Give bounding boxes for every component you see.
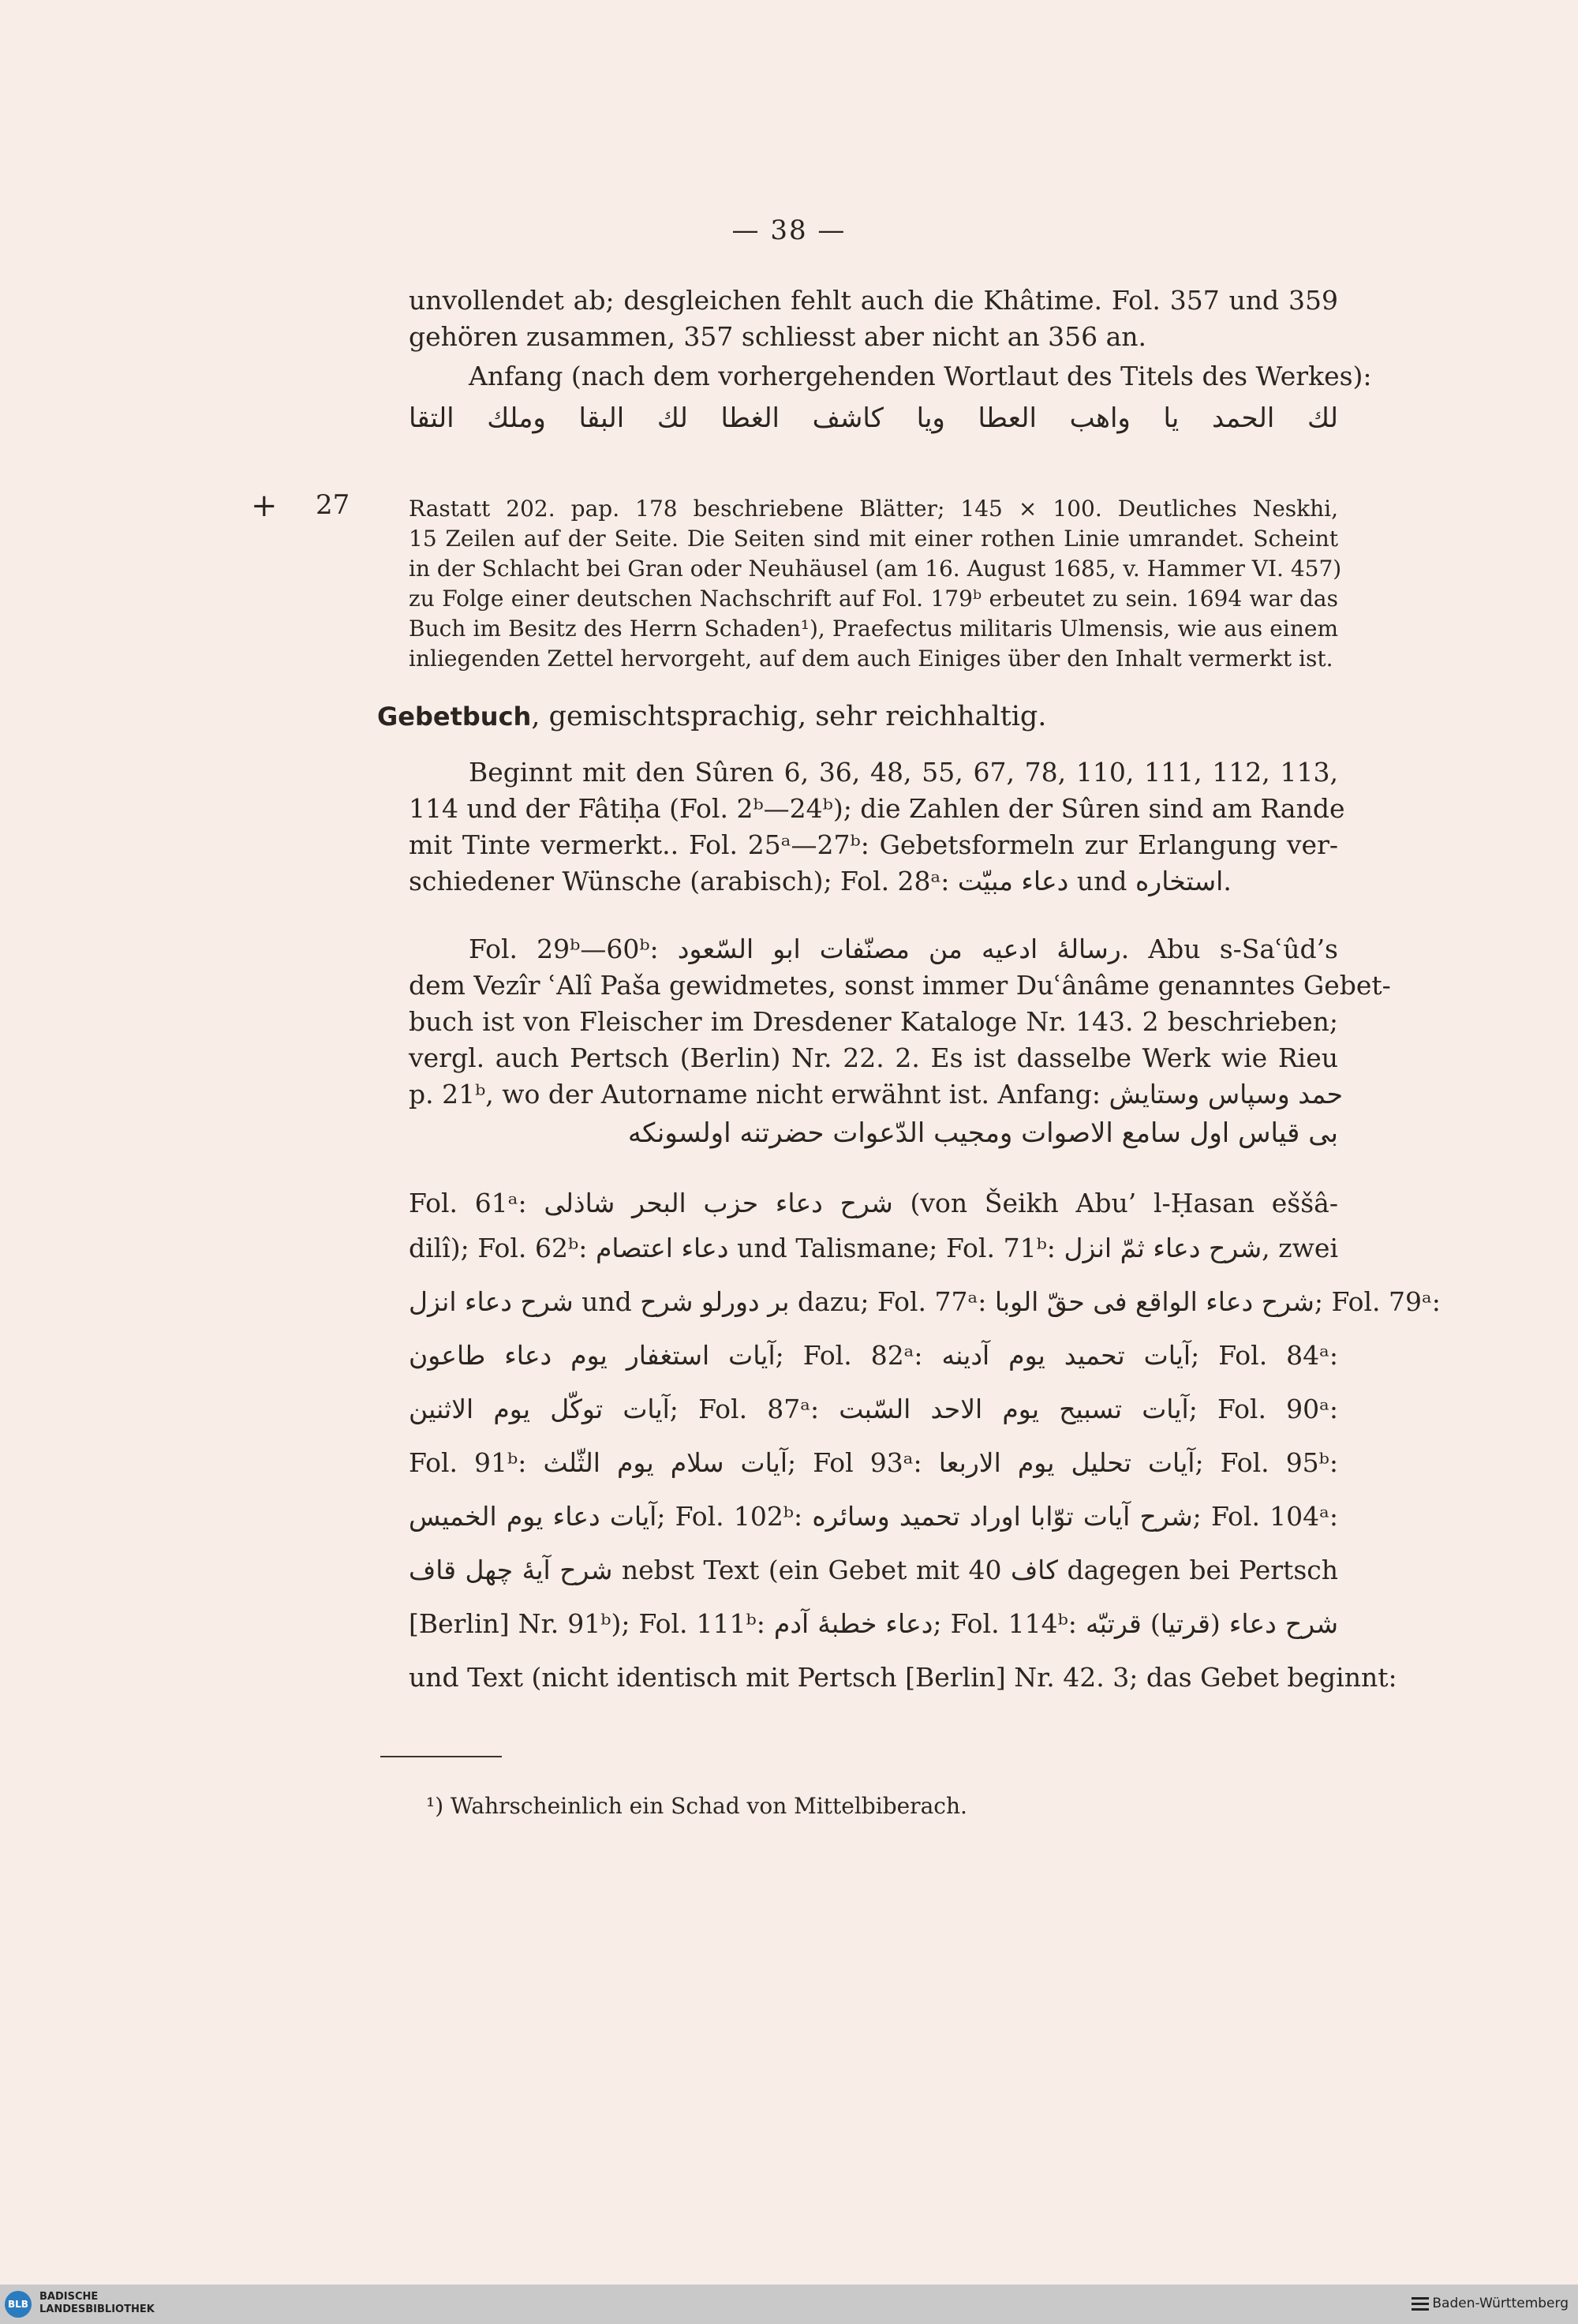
footnote: ¹) Wahrscheinlich ein Schad von Mittelbiberach.: [426, 1793, 967, 1819]
text-line: آيات دعاء يوم الخميس; Fol. 102ᵇ: شرح آيات توّابا اوراد تحميد وسائره; Fol. 104ᵃ:: [409, 1501, 1339, 1532]
text-line: mit Tinte vermerkt.. Fol. 25ᵃ—27ᵇ: Gebetsformeln zur Erlangung ver-: [409, 829, 1338, 860]
text-line: unvollendet ab; desgleichen fehlt auch die Khâtime. Fol. 357 und 359: [409, 285, 1338, 316]
text-line: آيات استغفار يوم دعاء طاعون; Fol. 82ᵃ: آيات تحميد يوم آدينه; Fol. 84ᵃ:: [409, 1340, 1339, 1371]
entry-title: [377, 698, 1338, 735]
text-line: آيات توكّل يوم الاثنين; Fol. 87ᵃ: آيات تسبيح يوم الاحد السّبت; Fol. 90ᵃ:: [409, 1394, 1338, 1424]
blb-logo-icon[interactable]: BLB: [5, 2291, 32, 2318]
footnote-rule: [380, 1756, 502, 1757]
arabic-quote: لك الحمد يا واهب العطا ويا كاشف الغطا لك البقا وملك التقا: [409, 402, 1338, 434]
text-line: dilî); Fol. 62ᵇ: دعاء اعتصام und Talismane; Fol. 71ᵇ: شرح دعاء ثمّ انزل, zwei: [409, 1233, 1338, 1263]
blb-line1: BADISCHE: [39, 2291, 99, 2303]
desc-line: inliegenden Zettel hervorgeht, auf dem auch Einiges über den Inhalt vermerkt ist.: [409, 646, 1333, 672]
baden-wuerttemberg-crest-icon: [1411, 2296, 1430, 2313]
text-line: dem Vezîr ʿAlî Paša gewidmetes, sonst immer Duʿânâme genanntes Gebet-: [409, 970, 1391, 1001]
text-line: Fol. 91ᵇ: آيات سلام يوم الثّلث; Fol 93ᵃ: آيات تحليل يوم الاربعا; Fol. 95ᵇ:: [409, 1447, 1338, 1478]
entry-title-rest: , gemischtsprachig, sehr reichhaltig.: [531, 701, 1047, 732]
text-line: und Text (nicht identisch mit Pertsch [Berlin] Nr. 42. 3; das Gebet beginnt:: [409, 1662, 1397, 1693]
arabic-quote: بى قياس اول سامع الاصوات ومجيب الدّعوات حضرتنه اولسونكه: [627, 1117, 1338, 1149]
entry-number: 27: [316, 489, 350, 521]
entry-marker: +: [251, 488, 278, 524]
anfang-line: Anfang (nach dem vorhergehenden Wortlaut des Titels des Werkes):: [469, 361, 1372, 391]
text-line: Fol. 29ᵇ—60ᵇ: رسالۀ ادعيه من مصنّفات ابو السّعود. Abu s-Saʿûd’s: [469, 934, 1338, 964]
paragraph-suren: [409, 754, 1345, 900]
text-line: gehören zusammen, 357 schliesst aber nicht an 356 an.: [409, 321, 1147, 352]
text-line: p. 21ᵇ, wo der Autorname nicht erwähnt ist. Anfang: حمد وسپاس وستايش: [409, 1079, 1344, 1110]
blb-library-name[interactable]: [39, 2291, 155, 2316]
desc-line: in der Schlacht bei Gran oder Neuhäusel (am 16. August 1685, v. Hammer VI. 457): [409, 556, 1342, 582]
blb-line2: LANDESBIBLIOTHEK: [39, 2303, 155, 2315]
text-line: 114 und der Fâtiḥa (Fol. 2ᵇ—24ᵇ); die Zahlen der Sûren sind am Rande: [409, 793, 1345, 824]
paragraph-abu-saud: [409, 931, 1391, 1154]
desc-line: Buch im Besitz des Herrn Schaden¹), Praefectus militaris Ulmensis, wie aus einem: [409, 616, 1338, 642]
desc-line: 15 Zeilen auf der Seite. Die Seiten sind mit einer rothen Linie umrandet. Scheint: [409, 526, 1338, 552]
text-line: شرح دعاء انزل und بر دورلو شرح dazu; Fol. 77ᵃ: شرح دعاء الواقع فى حقّ الوبا; Fol. 79ᵃ:: [409, 1286, 1441, 1317]
desc-line: zu Folge einer deutschen Nachschrift auf Fol. 179ᵇ erbeutet zu sein. 1694 war das: [409, 586, 1338, 612]
baden-wuerttemberg-label[interactable]: Baden-Württemberg: [1432, 2296, 1569, 2311]
text-line: vergl. auch Pertsch (Berlin) Nr. 22. 2. Es ist dasselbe Werk wie Rieu: [409, 1042, 1338, 1073]
text-line: [Berlin] Nr. 91ᵇ); Fol. 111ᵇ: دعاء خطبۀ آدم; Fol. 114ᵇ: شرح دعاء (قرتيا) قرتبّه: [409, 1608, 1338, 1639]
viewer-footer: [0, 2285, 1578, 2324]
text-line: Fol. 61ᵃ: شرح دعاء حزب البحر شاذلى (von Šeikh Abu’ l-Ḥasan eššâ-: [409, 1188, 1338, 1218]
text-line: buch ist von Fleischer im Dresdener Kataloge Nr. 143. 2 beschrieben;: [409, 1006, 1338, 1037]
text-line: schiedener Wünsche (arabisch); Fol. 28ᵃ: دعاء مبيّت und استخاره.: [409, 866, 1232, 896]
text-line: Beginnt mit den Sûren 6, 36, 48, 55, 67, 78, 110, 111, 112, 113,: [469, 757, 1338, 788]
entry-title-bold: Gebetbuch: [377, 702, 532, 732]
text-line: شرح آيۀ چهل قاف nebst Text (ein Gebet mit 40 كاف dagegen bei Pertsch: [409, 1555, 1338, 1585]
intro-continuation: [409, 283, 1372, 439]
paragraph-prayers: [409, 1185, 1441, 1705]
page-number: — 38 —: [731, 215, 847, 246]
entry-description: [409, 494, 1342, 674]
desc-line: Rastatt 202. pap. 178 beschriebene Blätter; 145 × 100. Deutliches Neskhi,: [409, 496, 1338, 522]
